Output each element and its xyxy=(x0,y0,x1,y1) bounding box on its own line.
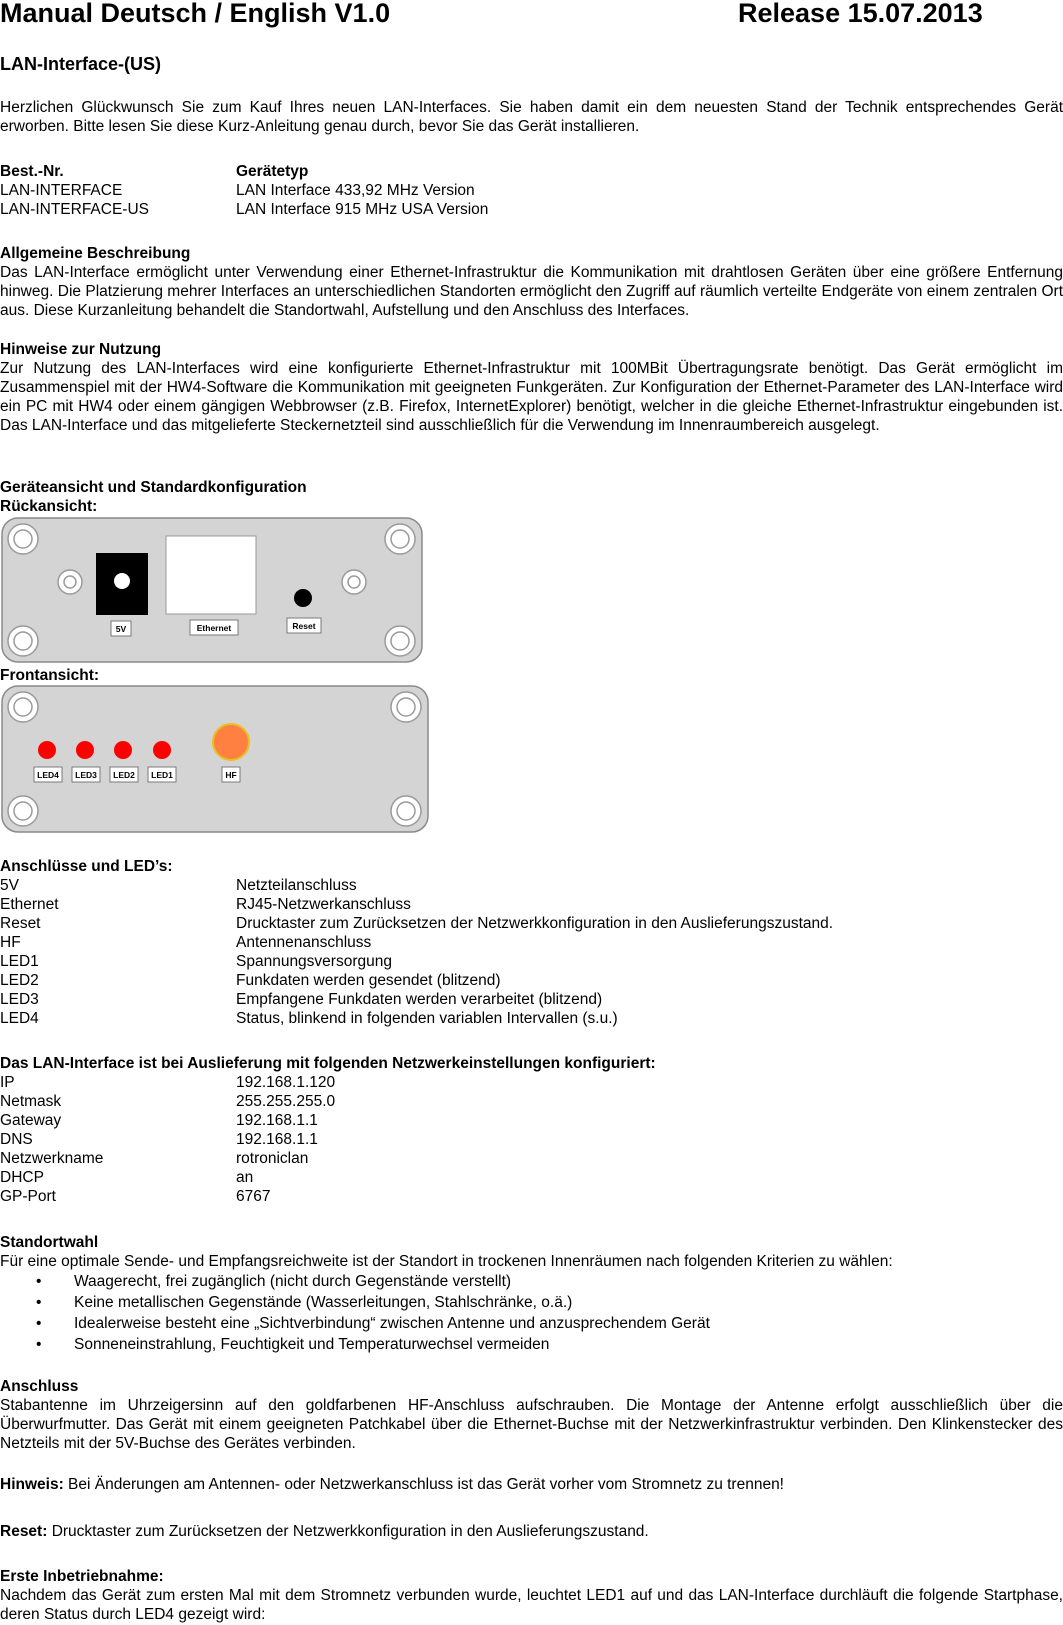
setting-value: 192.168.1.1 xyxy=(236,1131,318,1148)
setting-name: Netmask xyxy=(0,1093,62,1110)
setting-name: GP-Port xyxy=(0,1188,56,1205)
location-paragraph: Für eine optimale Sende- und Empfangsreichweite ist der Standort in trockenen Innenräumen nach folgenden Kriterien zu wählen: xyxy=(0,1253,893,1270)
location-heading: Standortwahl xyxy=(0,1234,99,1251)
usage-paragraph: Zur Nutzung des LAN-Interfaces wird eine konfigurierte Ethernet-Infrastruktur mit 100MBit Übertragungsrate benötigt. Das Gerät ermöglicht im Zusammenspiel mit der HW4-Software die Kommunikation mit geeigneten Funkgeräten. Zur Konfiguration der Ethernet-Parameter des LAN-Interface wird ein PC mit HW4 oder einem gängigen Webbrowser (z.B. Firefox, InternetExplorer) benötigt, welcher in die gleiche Ethernet-Infrastruktur eingebunden ist. Das LAN-Interface und das mitgelieferte Steckernetzteil sind ausschließlich für die Verwendung im Innenraumbereich ausgelegt. xyxy=(0,360,1063,434)
table-row xyxy=(0,1187,1063,1206)
setting-name: Netzwerkname xyxy=(0,1150,104,1167)
led1-indicator xyxy=(153,741,171,759)
hint-label: Hinweis: xyxy=(0,1476,64,1493)
mounting-hole xyxy=(8,692,38,722)
order-number: LAN-INTERFACE-US xyxy=(0,201,149,218)
bullet-icon: • xyxy=(36,1294,42,1311)
table-row xyxy=(0,933,1063,952)
reset-text: Drucktaster zum Zurücksetzen der Netzwerkkonfiguration in den Auslieferungszustand. xyxy=(47,1523,649,1540)
ports-heading: Anschlüsse und LED’s: xyxy=(0,858,173,875)
table-row xyxy=(0,1149,1063,1168)
network-table xyxy=(0,1073,1063,1206)
table-row xyxy=(0,1111,1063,1130)
reset-port-label: Reset xyxy=(292,621,316,631)
mounting-hole xyxy=(385,626,415,656)
port-name: LED1 xyxy=(0,953,39,970)
startup-heading: Erste Inbetriebnahme: xyxy=(0,1568,164,1585)
connection-heading: Anschluss xyxy=(0,1378,79,1395)
table-row xyxy=(0,876,1063,895)
setting-value: rotroniclan xyxy=(236,1150,309,1167)
ports-table xyxy=(0,876,1063,1028)
port-name: 5V xyxy=(0,877,19,894)
release-date: Release 15.07.2013 xyxy=(738,0,983,28)
hint-paragraph xyxy=(0,1475,1063,1494)
led1-label: LED1 xyxy=(151,770,173,780)
port-name: HF xyxy=(0,934,21,951)
port-name: Ethernet xyxy=(0,896,59,913)
bullet-icon: • xyxy=(36,1315,42,1332)
bullet-icon: • xyxy=(36,1273,42,1290)
screw-hole xyxy=(342,570,366,594)
hf-connector xyxy=(213,724,249,760)
port-description: Drucktaster zum Zurücksetzen der Netzwerkkonfiguration in den Auslieferungszustand. xyxy=(236,915,834,932)
bullet-text: Idealerweise besteht eine „Sichtverbindung“ zwischen Antenne und anzusprechendem Gerät xyxy=(74,1315,710,1332)
connection-paragraph: Stabantenne im Uhrzeigersinn auf den goldfarbenen HF-Anschluss aufschrauben. Die Montage der Antenne erfolgt ausschließlich über die Überwurfmutter. Das Gerät mit einem geeigneten Patchkabel über die Ethernet-Buchse mit der Netzwerkinfrastruktur verbinden. Den Klinkenstecker des Netzteils mit der 5V-Buchse des Gerätes verbinden. xyxy=(0,1397,1063,1452)
list-item xyxy=(0,1293,1063,1314)
bullet-text: Waagerecht, frei zugänglich (nicht durch Gegenstände verstellt) xyxy=(74,1273,512,1290)
ethernet-socket xyxy=(166,536,256,614)
reset-paragraph xyxy=(0,1522,1063,1541)
network-heading: Das LAN-Interface ist bei Auslieferung mit folgenden Netzwerkeinstellungen konfiguriert: xyxy=(0,1055,656,1072)
setting-name: Gateway xyxy=(0,1112,62,1129)
reset-label: Reset: xyxy=(0,1523,48,1540)
list-item xyxy=(0,1335,1063,1356)
usage-heading: Hinweise zur Nutzung xyxy=(0,341,162,358)
device-type: LAN Interface 915 MHz USA Version xyxy=(236,201,489,218)
port-name: LED2 xyxy=(0,972,39,989)
port-description: Status, blinkend in folgenden variablen Intervallen (s.u.) xyxy=(236,1010,618,1027)
location-bullet-list xyxy=(0,1272,1063,1356)
table-row xyxy=(0,971,1063,990)
hf-label: HF xyxy=(225,770,237,780)
setting-value: an xyxy=(236,1169,254,1186)
setting-name: IP xyxy=(0,1074,15,1091)
power-port-label: 5V xyxy=(115,624,127,634)
setting-value: 192.168.1.1 xyxy=(236,1112,318,1129)
front-view-label: Frontansicht: xyxy=(0,667,100,684)
reset-button xyxy=(294,589,312,607)
setting-value: 255.255.255.0 xyxy=(236,1093,336,1110)
startup-paragraph: Nachdem das Gerät zum ersten Mal mit dem Stromnetz verbunden wurde, leuchtet LED1 auf und das LAN-Interface durchläuft die folgende Startphase, deren Status durch LED4 gezeigt wird: xyxy=(0,1587,1063,1623)
led4-indicator xyxy=(38,741,56,759)
front-panel-body xyxy=(2,686,428,832)
general-paragraph: Das LAN-Interface ermöglicht unter Verwendung einer Ethernet-Infrastruktur die Kommunikation mit drahtlosen Geräten über eine größere Entfernung hinweg. Die Platzierung mehrer Interfaces an unterschiedlichen Standorten ermöglicht den Zugriff auf räumlich verteilte Endgeräte von einem zentralen Ort aus. Diese Kurzanleitung behandelt die Standortwahl, Aufstellung und den Anschluss des Interfaces. xyxy=(0,264,1063,319)
order-number: LAN-INTERFACE xyxy=(0,182,123,199)
rear-view-label: Rückansicht: xyxy=(0,498,98,515)
table-row xyxy=(0,1168,1063,1187)
table-row xyxy=(0,181,1063,200)
rear-panel-diagram xyxy=(0,516,426,664)
mounting-hole xyxy=(8,796,38,826)
power-jack-pin xyxy=(114,573,130,589)
table-row xyxy=(0,1073,1063,1092)
device-type: LAN Interface 433,92 MHz Version xyxy=(236,182,475,199)
setting-value: 192.168.1.120 xyxy=(236,1074,336,1091)
order-table xyxy=(0,162,1063,219)
intro-paragraph: Herzlichen Glückwunsch Sie zum Kauf Ihres neuen LAN-Interfaces. Sie haben damit ein dem neuesten Stand der Technik entsprechendes Gerät erworben. Bitte lesen Sie diese Kurz-Anleitung genau durch, bevor Sie das Gerät installieren. xyxy=(0,99,1063,135)
order-table-header xyxy=(0,162,1063,181)
front-panel-diagram xyxy=(0,684,432,834)
product-title: LAN-Interface-(US) xyxy=(0,54,162,74)
table-row xyxy=(0,1092,1063,1111)
led2-label: LED2 xyxy=(113,770,135,780)
bullet-text: Sonneneinstrahlung, Feuchtigkeit und Temperaturwechsel vermeiden xyxy=(74,1336,550,1353)
screw-hole xyxy=(58,570,82,594)
general-heading: Allgemeine Beschreibung xyxy=(0,245,191,262)
list-item xyxy=(0,1314,1063,1335)
mounting-hole xyxy=(8,524,38,554)
bullet-icon: • xyxy=(36,1336,42,1353)
setting-value: 6767 xyxy=(236,1188,271,1205)
table-row xyxy=(0,1130,1063,1149)
led3-indicator xyxy=(76,741,94,759)
table-row xyxy=(0,895,1063,914)
led3-label: LED3 xyxy=(75,770,97,780)
table-row xyxy=(0,990,1063,1009)
port-description: Empfangene Funkdaten werden verarbeitet (blitzend) xyxy=(236,991,603,1008)
mounting-hole xyxy=(8,626,38,656)
order-header-key: Best.-Nr. xyxy=(0,163,64,180)
views-heading: Geräteansicht und Standardkonfiguration xyxy=(0,479,307,496)
bullet-text: Keine metallischen Gegenstände (Wasserleitungen, Stahlschränke, o.ä.) xyxy=(74,1294,573,1311)
mounting-hole xyxy=(391,692,421,722)
port-name: Reset xyxy=(0,915,41,932)
table-row xyxy=(0,914,1063,933)
port-name: LED4 xyxy=(0,1010,39,1027)
table-row xyxy=(0,200,1063,219)
order-header-value: Gerätetyp xyxy=(236,163,309,180)
hint-text: Bei Änderungen am Antennen- oder Netzwerkanschluss ist das Gerät vorher vom Stromnetz zu trennen! xyxy=(63,1476,784,1493)
led2-indicator xyxy=(114,741,132,759)
port-description: Antennenanschluss xyxy=(236,934,372,951)
port-name: LED3 xyxy=(0,991,39,1008)
setting-name: DHCP xyxy=(0,1169,44,1186)
port-description: Funkdaten werden gesendet (blitzend) xyxy=(236,972,501,989)
led4-label: LED4 xyxy=(37,770,59,780)
port-description: Netzteilanschluss xyxy=(236,877,357,894)
mounting-hole xyxy=(385,524,415,554)
table-row xyxy=(0,1009,1063,1028)
list-item xyxy=(0,1272,1063,1293)
table-row xyxy=(0,952,1063,971)
setting-name: DNS xyxy=(0,1131,33,1148)
ethernet-port-label: Ethernet xyxy=(196,623,232,633)
manual-title: Manual Deutsch / English V1.0 xyxy=(0,0,391,28)
mounting-hole xyxy=(391,796,421,826)
port-description: RJ45-Netzwerkanschluss xyxy=(236,896,411,913)
port-description: Spannungsversorgung xyxy=(236,953,392,970)
